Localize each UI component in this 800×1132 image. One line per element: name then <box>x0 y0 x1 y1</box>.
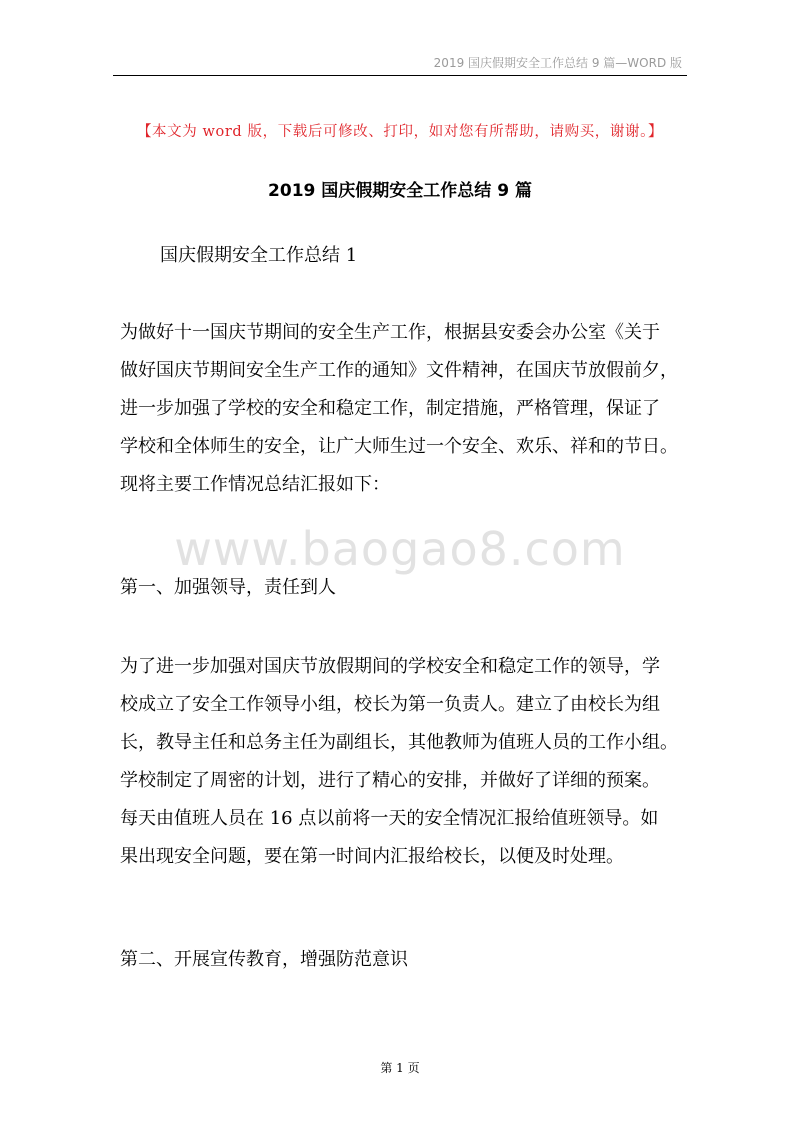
page-number: 第 1 页 <box>380 1061 420 1075</box>
paragraph-line: 长，教导主任和总务主任为副组长，其他教师为值班人员的工作小组。 <box>120 732 678 753</box>
heading-text: 第一、加强领导，责任到人 <box>120 577 336 598</box>
watermark: www.baogao8.com <box>174 522 626 576</box>
paragraph-line: 每天由值班人员在 16 点以前将一天的安全情况汇报给值班领导。如 <box>120 808 659 829</box>
leadership-paragraph <box>120 648 690 876</box>
paragraph-line: 现将主要工作情况总结汇报如下： <box>120 474 390 495</box>
intro-paragraph <box>120 314 690 504</box>
header-divider <box>113 75 687 76</box>
section-subtitle: 国庆假期安全工作总结 1 <box>160 245 358 266</box>
paragraph-line: 果出现安全问题，要在第一时间内汇报给校长，以便及时处理。 <box>120 846 624 867</box>
heading-text: 第二、开展宣传教育，增强防范意识 <box>120 949 408 970</box>
paragraph-line: 学校和全体师生的安全，让广大师生过一个安全、欢乐、祥和的节日。 <box>120 436 678 457</box>
paragraph-line: 做好国庆节期间安全生产工作的通知》文件精神，在国庆节放假前夕， <box>120 360 678 381</box>
paragraph-line: 学校制定了周密的计划，进行了精心的安排，并做好了详细的预案。 <box>120 770 660 791</box>
paragraph-line: 为了进一步加强对国庆节放假期间的学校安全和稳定工作的领导，学 <box>120 656 660 677</box>
paragraph-line: 进一步加强了学校的安全和稳定工作，制定措施，严格管理，保证了 <box>120 398 660 419</box>
running-header: 2019 国庆假期安全工作总结 9 篇—WORD 版 <box>433 56 682 70</box>
section-heading-2 <box>120 941 690 979</box>
paragraph-line: 为做好十一国庆节期间的安全生产工作，根据县安委会办公室《关于 <box>120 322 660 343</box>
document-title: 2019 国庆假期安全工作总结 9 篇 <box>268 181 532 201</box>
paragraph-line: 校成立了安全工作领导小组，校长为第一负责人。建立了由校长为组 <box>120 694 660 715</box>
download-notice: 【本文为 word 版，下载后可修改、打印，如对您有所帮助，请购买，谢谢。】 <box>136 124 664 140</box>
section-heading-1 <box>120 569 690 607</box>
